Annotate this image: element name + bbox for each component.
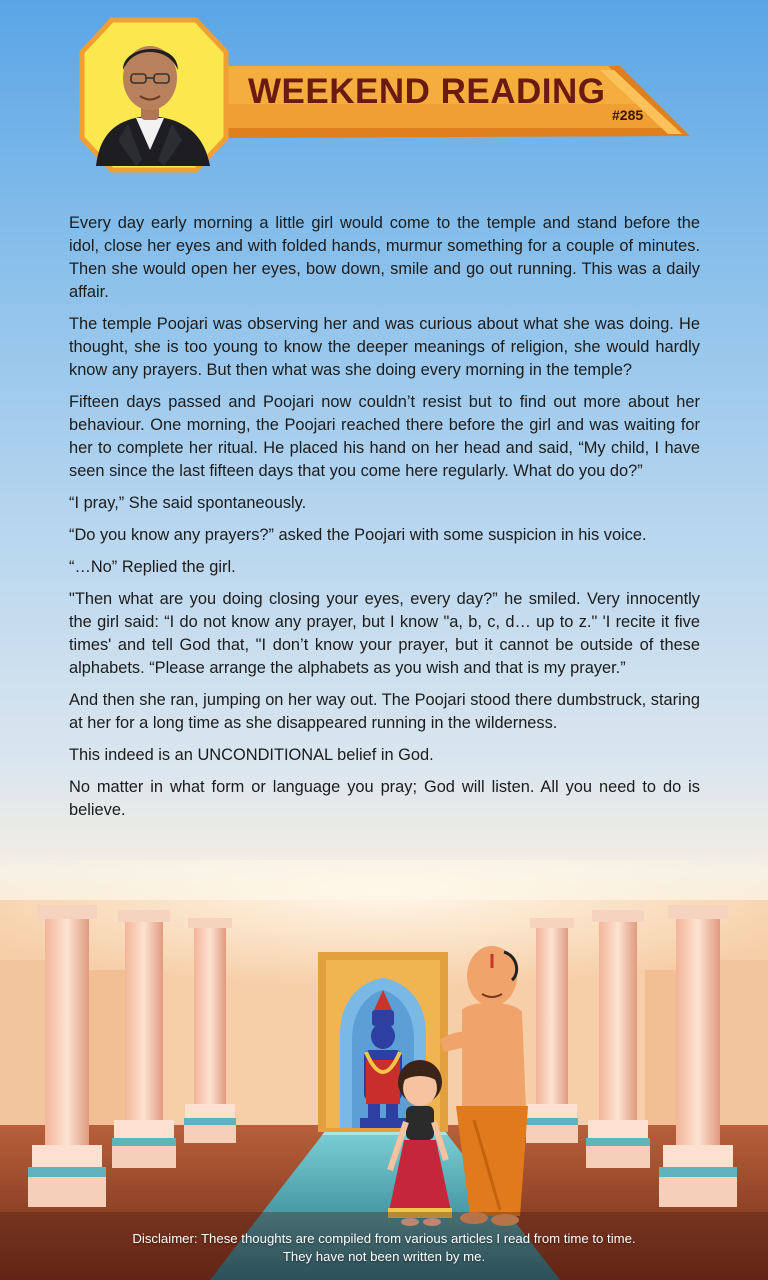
shrine: [318, 952, 448, 1132]
temple-scene-illustration: [0, 860, 768, 1280]
article-paragraph: No matter in what form or language you pray; God will listen. All you need to do is believe.: [69, 778, 700, 819]
article-paragraph: “Do you know any prayers?” asked the Poojari with some suspicion in his voice.: [69, 526, 647, 544]
page-title: WEEKEND READING: [248, 72, 606, 111]
disclaimer-line: They have not been written by me.: [282, 1249, 486, 1264]
article-paragraph: "Then what are you doing closing your eyes, every day?” he smiled. Very innocently the girl said: “I do not know any prayer, but I know "a, b, c, d… up to z." 'I recite it five times' and tell God that, "I don’t know your prayer, but it cannot be outside of these alphabets. “Please arrange the alphabets as you wish and that is my prayer.”: [69, 590, 700, 677]
article-paragraph: Fifteen days passed and Poojari now couldn’t resist but to find out more about her behaviour. One morning, the Poojari reached there before the girl and was waiting for her to complete her ritual. He placed his hand on her head and said, “My child, I have seen since the last fifteen days that you come here regularly. What do you do?”: [69, 393, 700, 480]
article-body: [69, 212, 700, 831]
article-paragraph: The temple Poojari was observing her and was curious about what she was doing. He thought, she is too young to know the deeper meanings of religion, she would hardly know any prayers. But then what was she doing every morning in the temple?: [69, 315, 700, 379]
author-photo-frame: [0, 0, 240, 190]
article-paragraph: “…No” Replied the girl.: [69, 558, 236, 576]
article-paragraph: “I pray,” She said spontaneously.: [69, 494, 307, 512]
article-paragraph: Every day early morning a little girl would come to the temple and stand before the idol, close her eyes and with folded hands, murmur something for a couple of minutes. Then she would open her eyes, bow down, smile and go out running. This was a daily affair.: [69, 214, 700, 301]
article-paragraph: This indeed is an UNCONDITIONAL belief in God.: [69, 746, 434, 764]
header: [0, 0, 768, 190]
article-paragraph: And then she ran, jumping on her way out. The Poojari stood there dumbstruck, staring at her for a long time as she disappeared running in the wilderness.: [69, 691, 700, 732]
issue-number: #285: [612, 107, 644, 123]
disclaimer-line: Disclaimer: These thoughts are compiled from various articles I read from time to time.: [132, 1231, 636, 1246]
disclaimer: [0, 1230, 768, 1266]
